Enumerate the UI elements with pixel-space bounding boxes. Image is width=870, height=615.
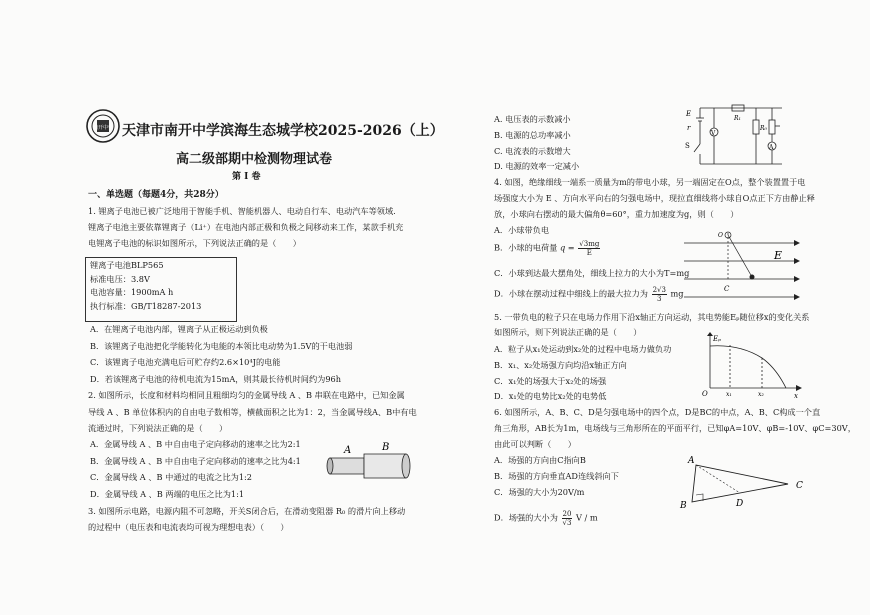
q1-option-b: B．该锂离子电池把化学能转化为电能的本领比电动势为1.5V的干电池弱: [90, 341, 353, 351]
svg-text:B: B: [382, 442, 390, 453]
svg-text:C: C: [796, 481, 803, 491]
q1-option-c: C．该锂离子电池充满电后可贮存约2.6×10⁴J的电能: [90, 357, 281, 367]
battery-label-box: [85, 257, 237, 322]
svg-text:A: A: [344, 445, 352, 456]
svg-text:S: S: [685, 142, 690, 150]
q2-stem-1: 2. 如图所示，长度和材料均相同且粗细均匀的金属导线 A 、B 串联在电路中，已知金属: [88, 390, 405, 400]
q1-option-a: A．在锂离子电池内部，锂离子从正极运动到负极: [90, 324, 268, 334]
q4-stem-2: 场强度大小为 E 、方向水平向右的匀强电场中，现拉直细线将小球自O点正下方由静止释: [494, 193, 815, 203]
q1-stem-2: 锂离子电池主要依靠锂离子（Li⁺）在电池内部正极和负极之间移动来工作，某款手机充: [88, 222, 404, 232]
svg-text:x₁: x₁: [726, 391, 732, 398]
q2-option-a: A．金属导线 A 、B 中自由电子定向移动的速率之比为2:1: [90, 439, 301, 449]
school-title: 天津市南开中学滨海生态城学校2025-2026（上）: [122, 123, 444, 139]
svg-text:x₂: x₂: [758, 391, 764, 398]
svg-text:R₁: R₁: [734, 115, 741, 122]
q2-option-d: D．金属导线 A 、B 两端的电压之比为1:1: [90, 489, 245, 499]
battery-voltage: 标准电压：3.8V: [90, 273, 150, 284]
q6-stem-1: 6. 如图所示，A、B、C、D是匀强电场中的四个点，D是BC的中点，A、B、C构成一个直: [494, 407, 821, 417]
svg-text:D: D: [736, 499, 744, 509]
pendulum-field-figure: [682, 227, 800, 301]
q4-option-a: A．小球带负电: [494, 225, 550, 235]
exam-title: 高二级部期中检测物理试卷: [176, 152, 333, 167]
q2-stem-3: 流通过时，下列说法正确的是（ ）: [88, 423, 228, 433]
q6-stem-2: 角三角形，AB长为1m，电场线与三角形所在的平面平行，已知φA=10V、φB=-10V、φC=30V，: [494, 423, 856, 433]
q2-stem-2: 导线 A 、B 单位体积内的自由电子数相等，横截面积之比为1：2，当金属导线A、B中有电: [88, 407, 417, 417]
q6-option-a: A．场强的方向由C指向B: [494, 455, 586, 465]
q4-stem-3: 放，小球向右摆动的最大偏角θ=60°，重力加速度为g，则（ ）: [494, 209, 739, 219]
svg-text:C: C: [724, 285, 730, 293]
q2-option-c: C．金属导线 A 、B 中通过的电流之比为1:2: [90, 472, 252, 482]
section-heading: 一、单选题（每题4分，共28分）: [88, 190, 224, 200]
svg-text:E: E: [774, 249, 783, 262]
svg-text:E: E: [686, 110, 692, 118]
q3-stem-2: 的过程中（电压表和电流表均可视为理想电表）（ ）: [88, 522, 289, 532]
q6-option-d: D．场强的大小为 $\frac{20}{√3}$ V / m: [494, 510, 598, 527]
q1-stem-1: 1. 锂离子电池已被广泛地用于智能手机、智能机器人、电动自行车、电动汽车等领域.: [88, 206, 396, 216]
svg-text:Eₚ: Eₚ: [713, 335, 721, 343]
q5-option-b: B．x₁、x₂处场强方向均沿x轴正方向: [494, 360, 627, 370]
svg-text:A: A: [769, 144, 774, 151]
battery-model: 锂离子电池BLP565: [90, 260, 164, 270]
circuit-diagram: [678, 104, 790, 168]
q1-stem-3: 电锂离子电池的标识如图所示，下列说法正确的是（ ）: [88, 238, 301, 248]
battery-standard: 执行标准：GB/T18287-2013: [90, 300, 202, 311]
q6-option-c: C．场强的大小为20V/m: [494, 487, 585, 497]
volume-label: 第 I 卷: [232, 172, 261, 182]
q4-stem-1: 4. 如图，绝缘细线一端系一质量为m的带电小球，另一端固定在O点，整个装置置于电: [494, 177, 806, 187]
svg-text:V: V: [711, 130, 716, 137]
triangle-figure: [676, 452, 810, 512]
conductor-figure: [322, 440, 414, 480]
q5-stem-1: 5. 一带负电的粒子只在电场力作用下沿x轴正方向运动，其电势能Eₚ随位移x的变化关系: [494, 312, 810, 322]
battery-capacity: 电池容量：1900mA h: [90, 287, 174, 297]
q3-stem-1: 3. 如图所示电路，电源内阻不可忽略，开关S闭合后，在滑动变阻器 R₀ 的滑片向上移动: [88, 506, 406, 516]
q3-option-a: A. 电压表的示数减小: [494, 114, 571, 124]
q4-option-d: D．小球在摆动过程中细线上的最大拉力为 $\frac{2√3}{3}$ mg: [494, 286, 684, 303]
q5-option-d: D．x₁处的电势比x₂处的电势低: [494, 391, 607, 401]
q5-stem-2: 如图所示，则下列说法正确的是（ ）: [494, 327, 642, 337]
q5-option-a: A．粒子从x₁处运动到x₂处的过程中电场力做负功: [494, 344, 672, 354]
school-logo: [86, 109, 120, 143]
potential-energy-graph: [700, 332, 802, 398]
q6-option-b: B．场强的方向垂直AD连线斜向下: [494, 471, 619, 481]
q3-option-b: B. 电源的总功率减小: [494, 130, 571, 140]
svg-text:A: A: [688, 456, 695, 466]
q4-option-c: C．小球到达最大摆角处，细线上拉力的大小为T=mg: [494, 268, 690, 278]
svg-text:R₀: R₀: [760, 125, 767, 132]
q4-option-b: B．小球的电荷量 q = $\frac{√3mg}{E}$: [494, 240, 600, 257]
svg-text:O: O: [718, 232, 723, 239]
svg-text:x: x: [794, 392, 798, 398]
svg-text:O: O: [702, 390, 708, 398]
svg-text:B: B: [680, 501, 687, 511]
svg-text:r: r: [687, 124, 691, 132]
q3-option-c: C. 电流表的示数增大: [494, 146, 571, 156]
svg-text:南开中学: 南开中学: [92, 125, 114, 131]
q1-option-d: D．若该锂离子电池的待机电流为15mA，则其最长待机时间约为96h: [90, 374, 342, 384]
q2-option-b: B．金属导线 A 、B 中自由电子定向移动的速率之比为4:1: [90, 456, 301, 466]
q6-stem-3: 由此可以判断（ ）: [494, 439, 576, 449]
q5-option-c: C．x₁处的场强大于x₂处的场强: [494, 376, 607, 386]
q3-option-d: D. 电源的效率一定减小: [494, 161, 580, 171]
